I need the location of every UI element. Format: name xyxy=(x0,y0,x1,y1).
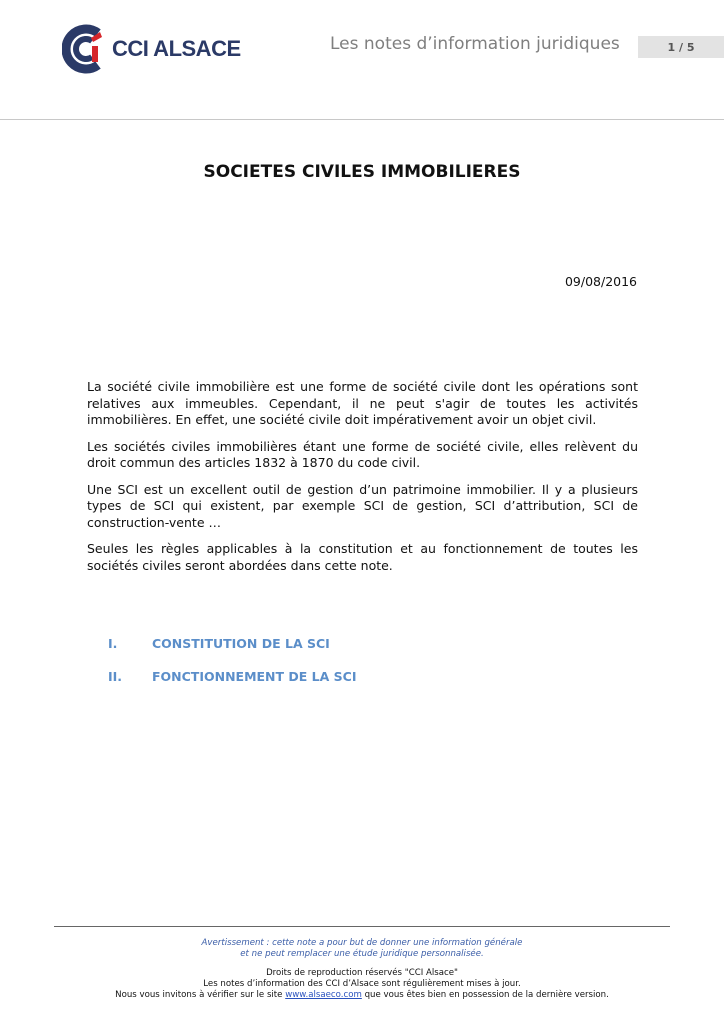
toc-item-constitution[interactable] xyxy=(108,636,608,669)
cci-alsace-logo xyxy=(62,24,241,74)
document-body xyxy=(87,379,638,584)
rights-line: Droits de reproduction réservés "CCI Alsace" xyxy=(266,968,458,978)
paragraph: Seules les règles applicables à la constitution et au fonctionnement de toutes les sociétés civiles seront abordées dans cette note. xyxy=(87,541,638,573)
toc-label: CONSTITUTION DE LA SCI xyxy=(152,636,330,651)
logo-text: CCI ALSACE xyxy=(112,36,241,61)
toc-label: FONCTIONNEMENT DE LA SCI xyxy=(152,669,357,684)
toc-number: II. xyxy=(108,669,123,684)
toc-number: I. xyxy=(108,636,118,651)
header-divider xyxy=(0,119,724,120)
rights-line xyxy=(0,990,724,1001)
header-title: Les notes d’information juridiques xyxy=(330,34,620,54)
rights-text: que vous êtes bien en possession de la dernière version. xyxy=(361,990,609,1000)
paragraph: La société civile immobilière est une forme de société civile dont les opérations sont relatives aux immeubles. Cependant, il ne peut s'agir de toutes les activités immobilières. En effet, une société civile doit impérativement avoir un objet civil. xyxy=(87,379,638,427)
paragraph: Les sociétés civiles immobilières étant une forme de société civile, elles relèvent du droit commun des articles 1832 à 1870 du code civil. xyxy=(87,438,638,470)
footer-divider xyxy=(54,926,670,927)
paragraph: Une SCI est un excellent outil de gestion d’un patrimoine immobilier. Il y a plusieurs types de SCI qui existent, par exemple SCI de gestion, SCI d’attribution, SCI de construction-vente … xyxy=(87,481,638,530)
disclaimer-line: Avertissement : cette note a pour but de donner une information générale xyxy=(201,938,523,948)
disclaimer-line: et ne peut remplacer une étude juridique personnalisée. xyxy=(240,949,484,959)
footer-rights xyxy=(0,968,724,1001)
toc-item-fonctionnement[interactable] xyxy=(108,669,608,702)
cci-logo-icon xyxy=(62,24,106,74)
page-number: 1 / 5 xyxy=(638,36,724,58)
footer-disclaimer xyxy=(0,938,724,960)
rights-text: Nous vous invitons à vérifier sur le site xyxy=(115,990,286,1000)
table-of-contents xyxy=(108,636,608,702)
rights-line: Les notes d’information des CCI d’Alsace sont régulièrement mises à jour. xyxy=(203,979,521,989)
document-date: 09/08/2016 xyxy=(564,274,637,289)
alsaeco-link[interactable]: www.alsaeco.com xyxy=(285,990,362,1000)
document-title: SOCIETES CIVILES IMMOBILIERES xyxy=(203,162,521,182)
